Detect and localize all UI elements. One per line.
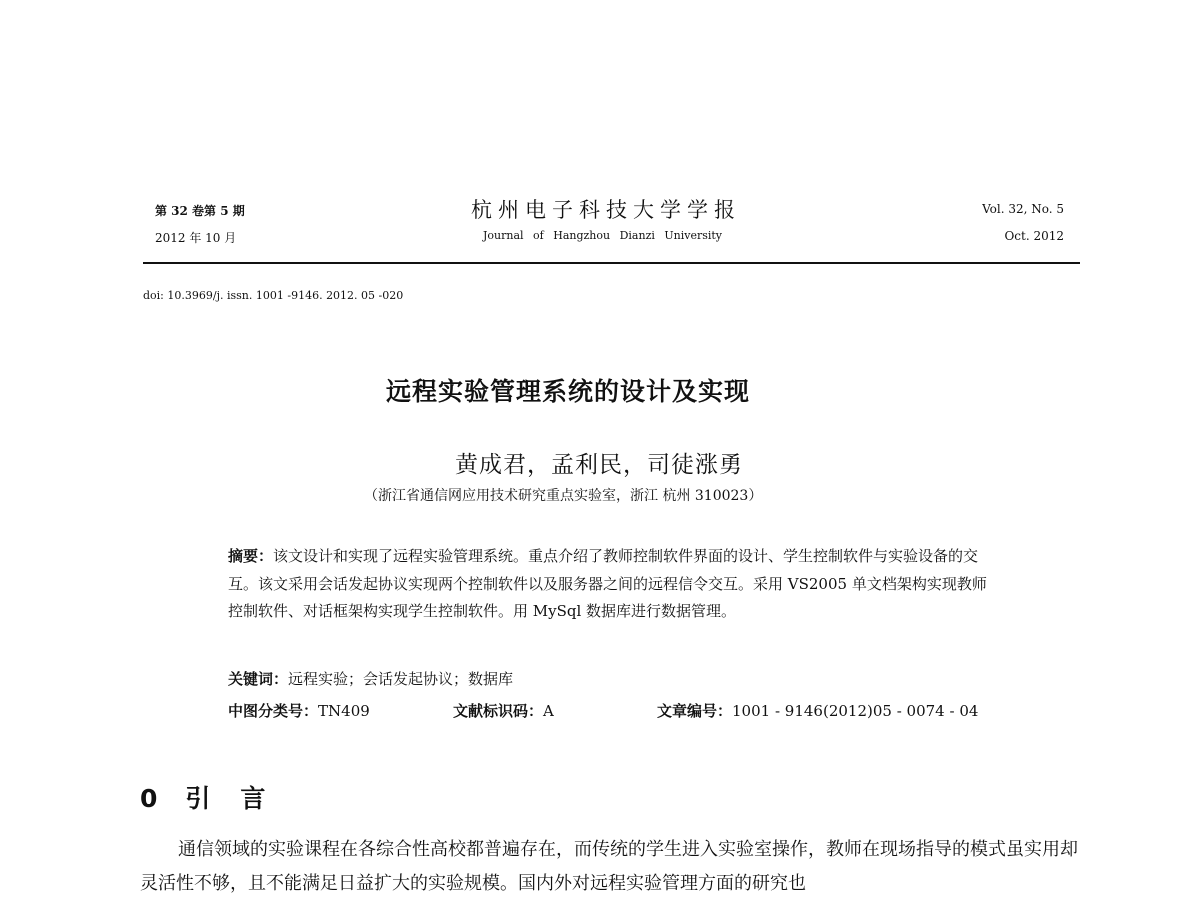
abstract	[228, 543, 998, 626]
keywords	[228, 668, 513, 689]
volume-issue-en: Vol. 32, No. 5	[982, 202, 1064, 216]
keywords-text: 远程实验；会话发起协议；数据库	[288, 670, 514, 688]
section-title: 引言	[185, 784, 296, 813]
authors: 黄成君，孟利民，司徒涨勇	[455, 452, 743, 478]
header-rule	[143, 262, 1080, 264]
section-number: 0	[140, 784, 158, 813]
abstract-label: 摘要：	[228, 547, 274, 565]
clc-number	[228, 700, 370, 721]
body-paragraph: 通信领域的实验课程在各综合性高校都普遍存在，而传统的学生进入实验室操作，教师在现场指导的模式虽实用却灵活性不够，且不能满足日益扩大的实验规模。国内外对远程实验管理方面的研究也	[140, 839, 1078, 894]
section-heading	[140, 779, 295, 815]
doc-code-value: A	[543, 702, 554, 720]
clc-value: TN409	[318, 702, 370, 720]
volume-issue-cn: 第 32 卷第 5 期	[155, 204, 245, 218]
paper-title: 远程实验管理系统的设计及实现	[386, 377, 751, 406]
keywords-label: 关键词：	[228, 670, 289, 688]
journal-title-en: Journal of Hangzhou Dianzi University	[483, 229, 723, 242]
article-no-label: 文章编号：	[657, 702, 733, 720]
article-number	[657, 700, 978, 721]
article-no-value: 1001 - 9146(2012)05 - 0074 - 04	[732, 702, 979, 720]
doc-code-label: 文献标识码：	[453, 702, 544, 720]
clc-label: 中图分类号：	[228, 702, 319, 720]
doi: doi: 10.3969/j. issn. 1001 -9146. 2012. 05 -020	[143, 289, 404, 302]
affiliation: （浙江省通信网应用技术研究重点实验室，浙江 杭州 310023）	[364, 488, 763, 504]
abstract-text: 该文设计和实现了远程实验管理系统。重点介绍了教师控制软件界面的设计、学生控制软件与实验设备的交互。该文采用会话发起协议实现两个控制软件以及服务器之间的远程信令交互。采用 VS2005 单文档架构实现教师控制软件、对话框架构实现学生控制软件。用 MySql 数据库进行数据管理。	[228, 547, 987, 620]
date-cn: 2012 年 10 月	[155, 231, 237, 245]
journal-title-cn: 杭州电子科技大学学报	[471, 198, 741, 222]
date-en: Oct. 2012	[1004, 229, 1064, 243]
document-code	[453, 700, 554, 721]
